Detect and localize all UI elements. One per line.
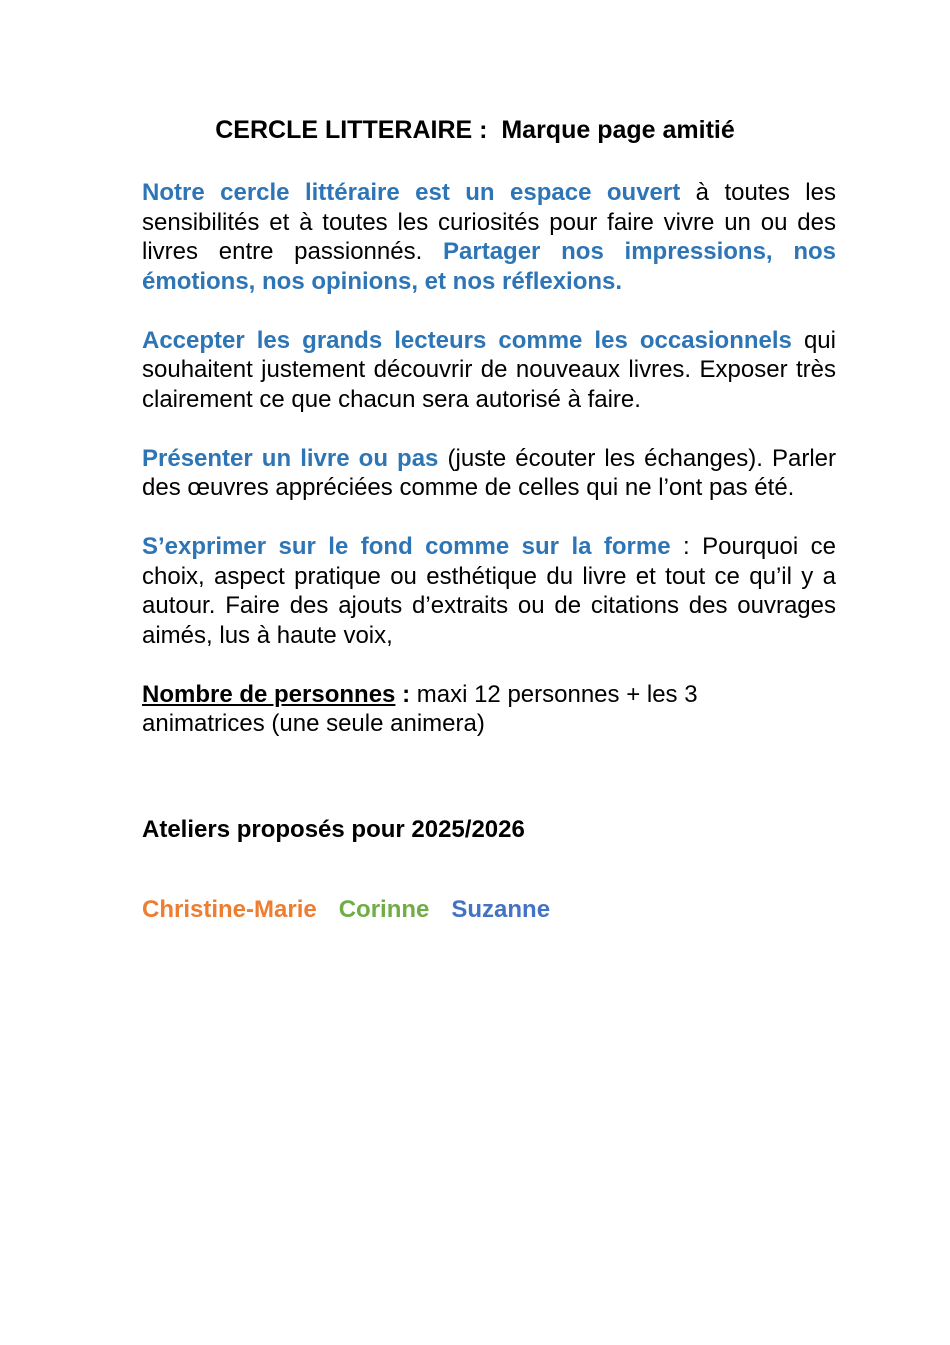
paragraph-express-text: : Pourquoi ce choix, aspect pratique ou esthétique du livre et tout ce qu’il y a autour. Faire des ajouts d’extraits ou de citations des ouvrages aimés, lus à haute voix, (142, 533, 837, 649)
persons-line-2: animatrices (une seule animera) (142, 710, 485, 737)
animatrice-name: Corinne (338, 896, 430, 923)
paragraph-express (142, 532, 836, 650)
paragraph-present (142, 444, 836, 503)
animatrice-name: Suzanne (451, 896, 551, 923)
paragraph-readers-text: qui souhaitent justement découvrir de nouveaux livres. Exposer très clairement ce que chacun sera autorisé à faire. (142, 326, 836, 413)
paragraph-express-highlight: S’exprimer sur le fond comme sur la forme (142, 533, 671, 560)
paragraph-intro-highlight: Notre cercle littéraire est un espace ouvert (142, 179, 681, 206)
paragraph-intro-highlight-2: Partager nos impressions, nos émotions, nos opinions, et nos réflexions. (142, 238, 837, 295)
paragraph-intro (142, 178, 836, 296)
persons-label: Nombre de personnes (142, 680, 396, 708)
paragraph-present-text: (juste écouter les échanges). Parler des œuvres appréciées comme de celles qui ne l’ont pas été. (142, 444, 836, 501)
paragraph-readers (142, 326, 836, 415)
paragraph-intro-text: à toutes les sensibilités et à toutes les curiosités pour faire vivre un ou des livres entre passionnés. (142, 179, 836, 265)
document-body (142, 178, 836, 739)
persons-info (142, 680, 836, 739)
paragraph-present-highlight: Présenter un livre ou pas (142, 444, 439, 472)
animatrices-list (142, 894, 550, 926)
ateliers-heading: Ateliers proposés pour 2025/2026 (142, 816, 525, 843)
persons-line-1: maxi 12 personnes + les 3 (410, 680, 698, 708)
persons-colon: : (395, 680, 411, 708)
page-title: CERCLE LITTERAIRE : Marque page amitié (215, 116, 735, 144)
paragraph-readers-highlight: Accepter les grands lecteurs comme les occasionnels (142, 326, 792, 354)
animatrice-name: Christine-Marie (142, 896, 317, 923)
